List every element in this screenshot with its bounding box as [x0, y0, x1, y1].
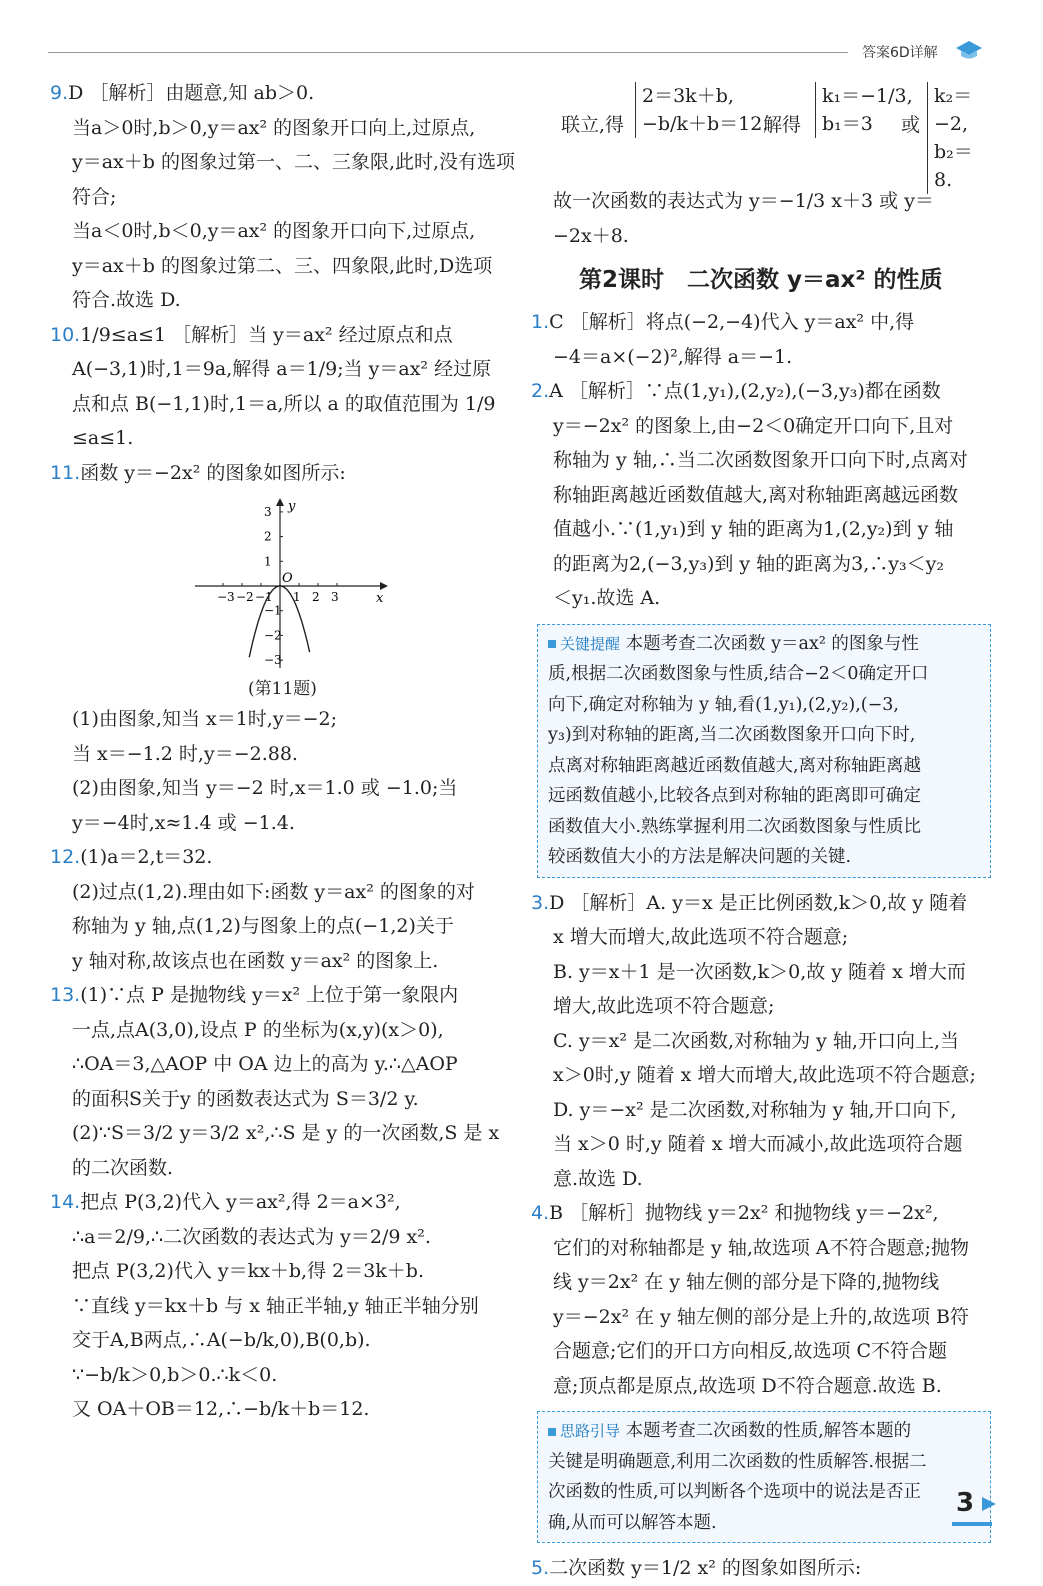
- answer-line: [531, 955, 991, 990]
- note-tag: 思路引导: [548, 1422, 620, 1440]
- parabola-graph: [190, 496, 390, 676]
- answer-line: [50, 978, 510, 1013]
- answer-line: [531, 1300, 991, 1335]
- answer-line: [50, 1013, 510, 1048]
- header-title: 答案6D详解: [862, 45, 938, 61]
- answer-line: [531, 1093, 991, 1128]
- note-line: 质,根据二次函数图象与性质,结合−2＜0确定开口: [548, 664, 929, 684]
- system-equations: [635, 82, 768, 138]
- answer-line: [531, 478, 991, 513]
- y-tick-label: −2: [264, 628, 282, 643]
- question-number: 5.: [531, 1557, 550, 1579]
- sol2-k: k₂＝−2,: [934, 85, 973, 135]
- note-line: 函数值大小.熟练掌握利用二次函数图象与性质比: [548, 816, 922, 837]
- line-text: 把点 P(3,2)代入 y＝kx＋b,得 2＝3k＋b.: [72, 1260, 425, 1282]
- solution-2: [927, 82, 987, 194]
- line-text: 函数 y＝−2x² 的图象如图所示:: [80, 461, 346, 484]
- line-text: D ［解析］A. y＝x 是正比例函数,k＞0,故 y 随着: [549, 891, 968, 914]
- y-tick-label: 1: [264, 554, 272, 569]
- line-text: 的二次函数.: [72, 1156, 174, 1179]
- line-text: C ［解析］将点(−2,−4)代入 y＝ax² 中,得: [549, 311, 915, 333]
- answer-line: [50, 1185, 510, 1220]
- question-number: 11.: [50, 461, 81, 484]
- answer-line: [50, 737, 510, 772]
- note-tag: 关键提醒: [548, 635, 620, 653]
- line-text: 值越小.∵(1,y₁)到 y 轴的距离为1,(2,y₂)到 y 轴: [553, 518, 954, 540]
- system-block: [531, 76, 991, 191]
- line-text: y＝−4时,x≈1.4 或 −1.4.: [72, 811, 295, 834]
- line-text: ∴OA＝3,△AOP 中 OA 边上的高为 y.∴△AOP: [72, 1053, 458, 1075]
- line-text: 1/9≤a≤1 ［解析］当 y＝ax² 经过原点和点: [80, 323, 453, 346]
- conclusion-line-1: 故一次函数的表达式为 y＝−1/3 x＋3 或 y＝: [553, 190, 934, 212]
- answer-line: [531, 1058, 991, 1093]
- answer-line: [50, 249, 510, 284]
- line-text: x＞0时,y 随着 x 增大而增大,故此选项不符合题意;: [553, 1064, 976, 1086]
- line-text: 交于A,B两点,∴A(−b/k,0),B(0,b).: [72, 1329, 371, 1351]
- line-text: 当 x＞0 时,y 随着 x 增大而减小,故此选项符合题: [553, 1133, 963, 1155]
- note-line: y₃)到对称轴的距离,当二次函数图象开口向下时,: [548, 725, 916, 745]
- line-text: 把点 P(3,2)代入 y＝ax²,得 2＝a×3²,: [80, 1191, 401, 1213]
- note-line: 远函数值越小,比较各点到对称轴的距离即可确定: [548, 786, 922, 806]
- x-axis-label: x: [376, 591, 384, 606]
- line-text: 意.故选 D.: [553, 1167, 643, 1190]
- answer-line: [50, 1358, 510, 1393]
- answer-line: [531, 512, 991, 547]
- answer-line: [531, 305, 991, 340]
- answer-line: [50, 76, 510, 111]
- line-text: 增大,故此选项不符合题意;: [553, 995, 775, 1017]
- line-text: B ［解析］抛物线 y＝2x² 和抛物线 y＝−2x²,: [549, 1202, 939, 1224]
- x-tick-label: 3: [331, 590, 339, 604]
- x-tick-label: 2: [312, 590, 320, 604]
- note-line: 向下,确定对称轴为 y 轴,看(1,y₁),(2,y₂),(−3,: [548, 694, 899, 715]
- answer-line: [50, 771, 510, 806]
- answer-line: [531, 920, 991, 955]
- line-text: ≤a≤1.: [72, 427, 134, 449]
- line-text: D ［解析］由题意,知 ab＞0.: [68, 82, 315, 104]
- graph-block: [50, 496, 510, 676]
- line-text: 点和点 B(−1,1)时,1＝a,所以 a 的取值范围为 1/9: [72, 392, 496, 415]
- answer-line: [50, 111, 510, 146]
- answer-line: [50, 283, 510, 318]
- line-text: 意;顶点都是原点,故选项 D不符合题意.故选 B.: [553, 1374, 942, 1397]
- line-text: y＝ax＋b 的图象过第二、三、四象限,此时,D选项: [72, 254, 493, 277]
- x-tick-label: −3: [217, 590, 235, 604]
- question-number: 13.: [50, 984, 81, 1006]
- line-text: D. y＝−x² 是二次函数,对称轴为 y 轴,开口向下,: [553, 1098, 957, 1121]
- origin-label: O: [282, 571, 293, 586]
- answer-line: [50, 318, 510, 353]
- answer-line: [50, 1289, 510, 1324]
- question-number: 3.: [531, 891, 550, 914]
- x-tick-label: −1: [255, 590, 273, 604]
- question-number: 12.: [50, 846, 81, 868]
- line-text: 当a＜0时,b＜0,y＝ax² 的图象开口向下,过原点,: [72, 220, 476, 242]
- right-items-1: [531, 305, 991, 616]
- y-tick-label: 3: [264, 504, 272, 519]
- line-text: y＝ax＋b 的图象过第一、二、三象限,此时,没有选项: [72, 151, 516, 173]
- x-tick-label: 1: [293, 590, 301, 604]
- answer-line: [50, 840, 510, 875]
- answer-line: [50, 1116, 510, 1151]
- line-text: (2)∵S＝3/2 y＝3/2 x²,∴S 是 y 的一次函数,S 是 x: [72, 1122, 500, 1144]
- question-number: 10.: [50, 323, 81, 346]
- note-line: 本题考查二次函数的性质,解答本题的: [625, 1421, 912, 1441]
- line-text: ∵−b/k＞0,b＞0.∴k＜0.: [72, 1363, 278, 1386]
- question-number: 1.: [531, 311, 550, 333]
- line-text: (2)由图象,知当 y＝−2 时,x＝1.0 或 −1.0;当: [72, 777, 458, 799]
- answer-line: [531, 1551, 991, 1586]
- note-line: 次函数的性质,可以判断各个选项中的说法是否正: [548, 1482, 922, 1502]
- answer-line: [50, 944, 510, 979]
- line-text: 合题意;它们的开口方向相反,故选项 C不符合题: [553, 1340, 948, 1362]
- line-text: ＜y₁.故选 A.: [553, 587, 661, 609]
- note-line: 关键是明确题意,利用二次函数的性质解答.根据二: [548, 1451, 927, 1472]
- line-text: B. y＝x＋1 是一次函数,k＞0,故 y 随着 x 增大而: [553, 960, 966, 983]
- line-text: y＝−2x² 的图象上,由−2＜0确定开口向下,且对: [553, 414, 954, 437]
- answer-line: [531, 409, 991, 444]
- answer-line: [50, 1392, 510, 1427]
- answer-line: [50, 909, 510, 944]
- answer-line: [50, 421, 510, 456]
- right-items-2: [531, 886, 991, 1404]
- line-text: A ［解析］∵点(1,y₁),(2,y₂),(−3,y₃)都在函数: [549, 380, 941, 402]
- answer-line: [531, 340, 991, 375]
- y-tick-label: 2: [264, 529, 272, 544]
- answer-line: [531, 1265, 991, 1300]
- line-text: 它们的对称轴都是 y 轴,故选项 A不符合题意;抛物: [553, 1236, 970, 1259]
- answer-line: [531, 581, 991, 616]
- answer-line: [531, 1196, 991, 1231]
- answer-line: [50, 875, 510, 910]
- line-text: 当a＞0时,b＞0,y＝ax² 的图象开口向上,过原点,: [72, 116, 476, 139]
- square-icon: [548, 1428, 556, 1436]
- y-tick-label: −3: [264, 653, 282, 668]
- page-bar: [952, 1522, 992, 1526]
- system-label: 联立,得: [561, 114, 625, 136]
- note-line: 本题考查二次函数 y＝ax² 的图象与性: [625, 633, 919, 654]
- line-text: C. y＝x² 是二次函数,对称轴为 y 轴,开口向上,当: [553, 1029, 959, 1052]
- sol2-b: b₂＝8.: [934, 141, 973, 191]
- conclusion-line-2: −2x＋8.: [553, 224, 629, 247]
- answer-line: [50, 352, 510, 387]
- sol1-k: k₁＝−1/3,: [822, 85, 913, 107]
- line-text: ∴a＝2/9,∴二次函数的表达式为 y＝2/9 x².: [72, 1225, 431, 1248]
- line-text: 称轴距离越近函数值越大,离对称轴距离越远函数: [553, 483, 959, 506]
- answer-line: [531, 443, 991, 478]
- question-number: 4.: [531, 1202, 550, 1224]
- solve-label: 解得: [763, 114, 802, 136]
- note-line: 较函数值大小的方法是解决问题的关键.: [548, 847, 852, 867]
- line-text: 称轴为 y 轴,点(1,2)与图象上的点(−1,2)关于: [72, 915, 454, 937]
- answer-line: [50, 387, 510, 422]
- line-text: ∵直线 y＝kx＋b 与 x 轴正半轴,y 轴正半轴分别: [72, 1294, 479, 1317]
- page-number: 3: [956, 1488, 975, 1518]
- line-text: (1)a＝2,t＝32.: [80, 846, 213, 868]
- line-text: (1)由图象,知当 x＝1时,y＝−2;: [72, 708, 337, 730]
- line-text: (1)∵点 P 是抛物线 y＝x² 上位于第一象限内: [80, 984, 459, 1006]
- solution-1: [815, 82, 913, 138]
- note-line: 点离对称轴距离越近函数值越大,离对称轴距离越: [548, 755, 922, 776]
- sol1-b: b₁＝3: [822, 113, 873, 135]
- answer-line: [50, 1047, 510, 1082]
- answer-line: [531, 1024, 991, 1059]
- square-icon: [548, 640, 556, 648]
- answer-line: [531, 1127, 991, 1162]
- key-reminder-note: [537, 624, 991, 878]
- graduation-cap-icon: [955, 38, 983, 62]
- line-text: 二次函数 y＝1/2 x² 的图象如图所示:: [549, 1557, 862, 1579]
- answer-line: [531, 547, 991, 582]
- figure-caption: (第11题): [248, 679, 317, 699]
- line-text: x 增大而增大,故此选项不符合题意;: [553, 926, 849, 948]
- answer-line: [50, 1220, 510, 1255]
- answer-line: [50, 1151, 510, 1186]
- answer-line: [531, 886, 991, 921]
- answer-line: [531, 1334, 991, 1369]
- y-axis-label: y: [288, 499, 296, 514]
- answer-line: [50, 214, 510, 249]
- answer-line: [50, 702, 510, 737]
- answer-line: [531, 1162, 991, 1197]
- header-rule: [48, 52, 848, 53]
- or-label: 或: [901, 114, 921, 136]
- system-eq1: 2＝3k＋b,: [642, 85, 734, 107]
- question-number: 9.: [50, 82, 69, 104]
- answer-line: [531, 989, 991, 1024]
- left-column: [50, 76, 516, 1427]
- right-items-3: [531, 1551, 991, 1586]
- section-title: 第2课时 二次函数 y＝ax² 的性质: [579, 267, 943, 293]
- line-text: y 轴对称,故该点也在函数 y＝ax² 的图象上.: [72, 949, 439, 972]
- answer-line: [50, 145, 516, 180]
- y-tick-label: −1: [264, 603, 282, 618]
- question-number: 14.: [50, 1191, 81, 1213]
- answer-line: [50, 1254, 510, 1289]
- answer-line: [531, 1369, 991, 1404]
- answer-line: [50, 806, 510, 841]
- line-text: 称轴为 y 轴,∴当二次函数图象开口向下时,点离对: [553, 449, 968, 471]
- line-text: 当 x＝−1.2 时,y＝−2.88.: [72, 742, 298, 765]
- answer-line: [531, 1231, 991, 1266]
- system-eq2: −b/k＋b＝12.: [642, 113, 769, 135]
- answer-line: [50, 1082, 510, 1117]
- x-tick-label: −2: [236, 590, 254, 604]
- answer-line: [50, 1323, 510, 1358]
- answer-line: [50, 180, 510, 215]
- line-text: 线 y＝2x² 在 y 轴左侧的部分是下降的,抛物线: [553, 1271, 940, 1293]
- line-text: 符合;: [72, 185, 117, 208]
- line-text: 一点,点A(3,0),设点 P 的坐标为(x,y)(x＞0),: [72, 1018, 444, 1041]
- note-line: 确,从而可以解答本题.: [548, 1512, 717, 1533]
- line-text: 的面积S关于y 的函数表达式为 S＝3/2 y.: [72, 1087, 419, 1110]
- page-marker-icon: [980, 1495, 998, 1513]
- line-text: A(−3,1)时,1＝9a,解得 a＝1/9;当 y＝ax² 经过原: [72, 358, 492, 380]
- thinking-guide-note: [537, 1411, 991, 1543]
- right-column: [531, 76, 991, 1586]
- line-text: 符合.故选 D.: [72, 289, 181, 311]
- line-text: (2)过点(1,2).理由如下:函数 y＝ax² 的图象的对: [72, 880, 475, 903]
- line-text: −4＝a×(−2)²,解得 a＝−1.: [553, 345, 793, 368]
- line-text: 又 OA＋OB＝12,∴−b/k＋b＝12.: [72, 1398, 370, 1420]
- line-text: y＝−2x² 在 y 轴左侧的部分是上升的,故选项 B符: [553, 1305, 969, 1328]
- question-number: 2.: [531, 380, 550, 402]
- answer-line: [50, 456, 510, 491]
- line-text: 的距离为2,(−3,y₃)到 y 轴的距离为3,∴y₃＜y₂: [553, 552, 944, 575]
- answer-line: [531, 374, 991, 409]
